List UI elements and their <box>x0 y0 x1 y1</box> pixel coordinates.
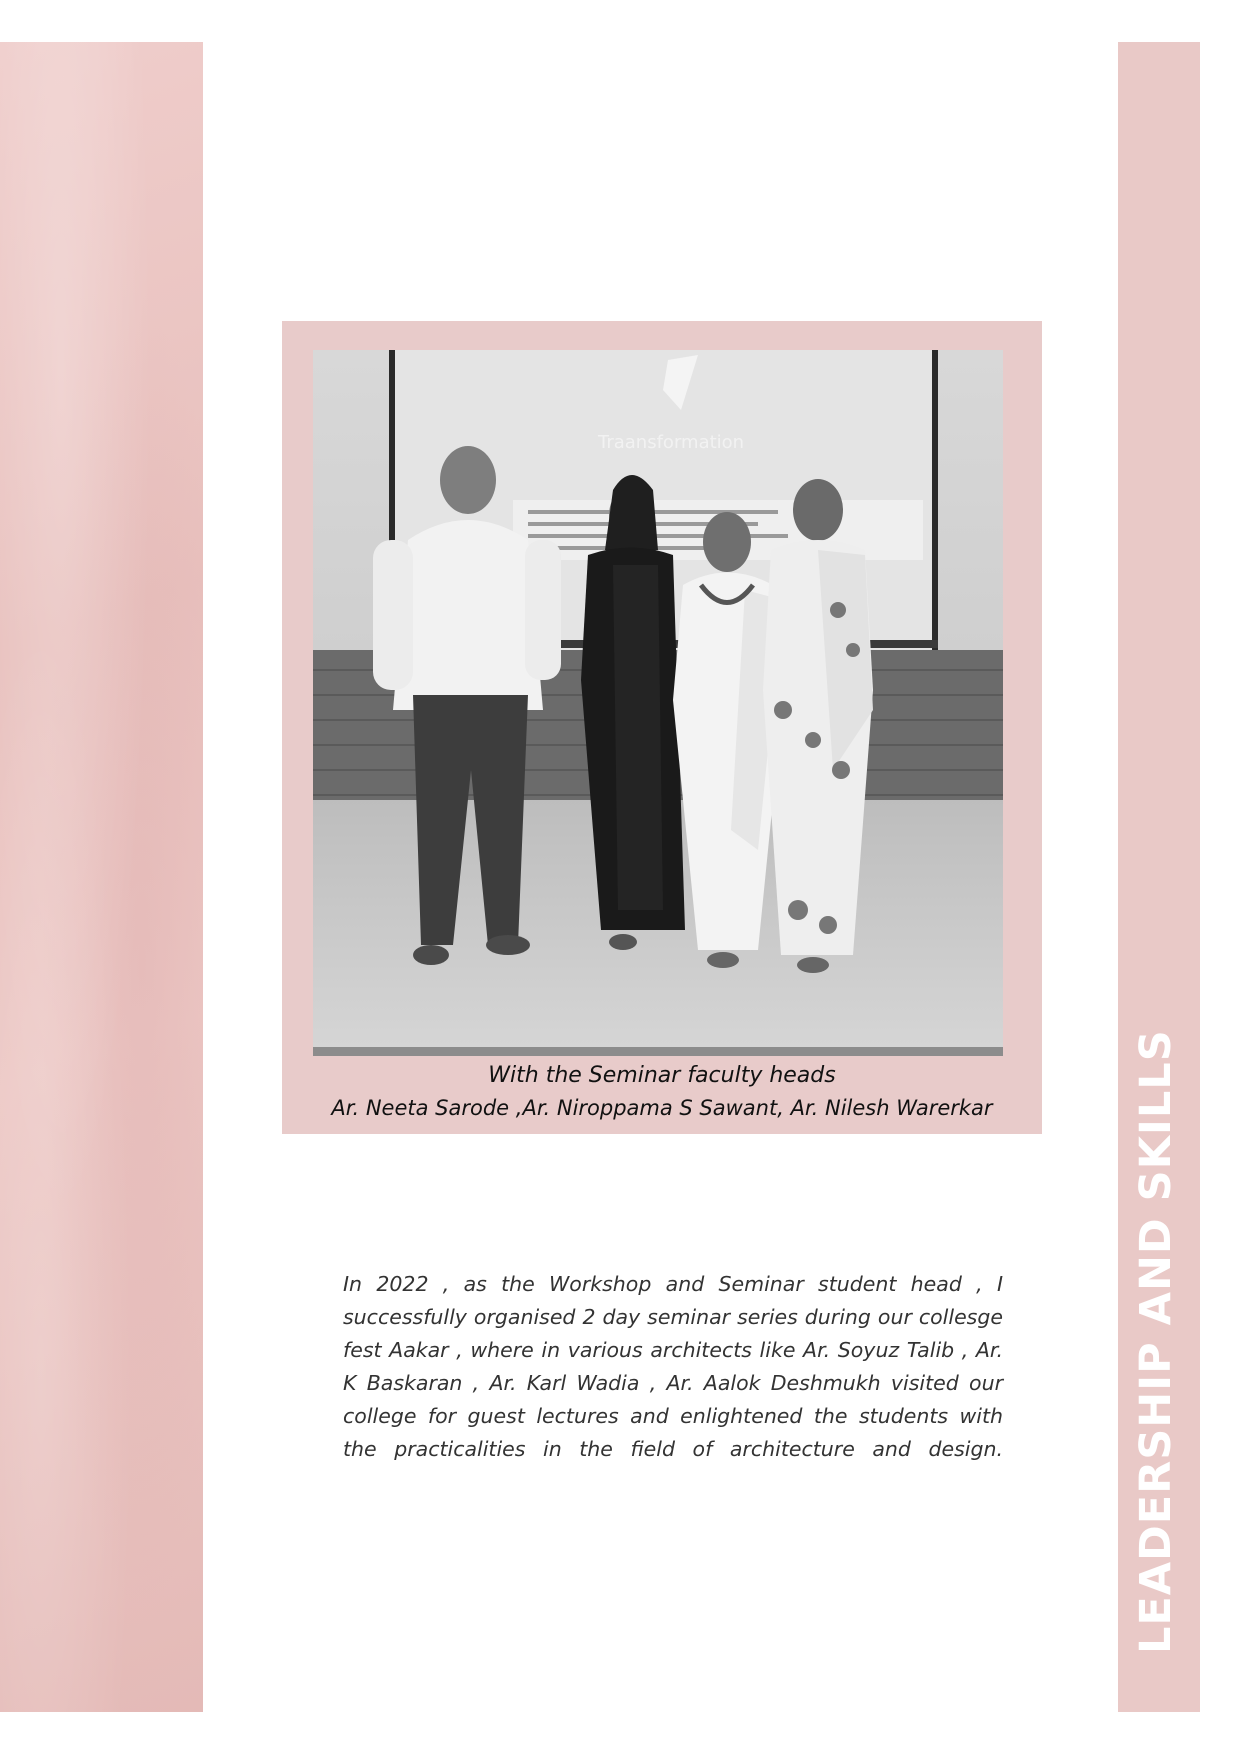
section-title: LEADERSHIP AND SKILLS <box>1131 1029 1181 1654</box>
person-4 <box>763 479 873 973</box>
group-photo-image <box>313 350 1003 1056</box>
photo-caption-title: With the Seminar faculty heads <box>488 1063 836 1088</box>
screen-text: Traansformation <box>598 432 745 453</box>
photo-caption-names: Ar. Neeta Sarode ,Ar. Niroppama S Sawant, Ar. Nilesh Warerkar <box>331 1096 993 1120</box>
photo-card <box>282 321 1042 1134</box>
section-title-band <box>1118 42 1200 1712</box>
group-photo <box>313 350 1003 1056</box>
description-paragraph: In 2022 , as the Workshop and Seminar student head , I successfully organised 2 day seminar series during our collesge fest Aakar , where in various architects like Ar. Soyuz Talib , Ar. K Baskaran , Ar. Karl Wadia , Ar. Aalok Deshmukh visited our college for guest lectures and enlightened the students with the practicalities in the field of architecture and design. <box>343 1271 1003 1461</box>
decorative-side-panel <box>0 42 203 1712</box>
